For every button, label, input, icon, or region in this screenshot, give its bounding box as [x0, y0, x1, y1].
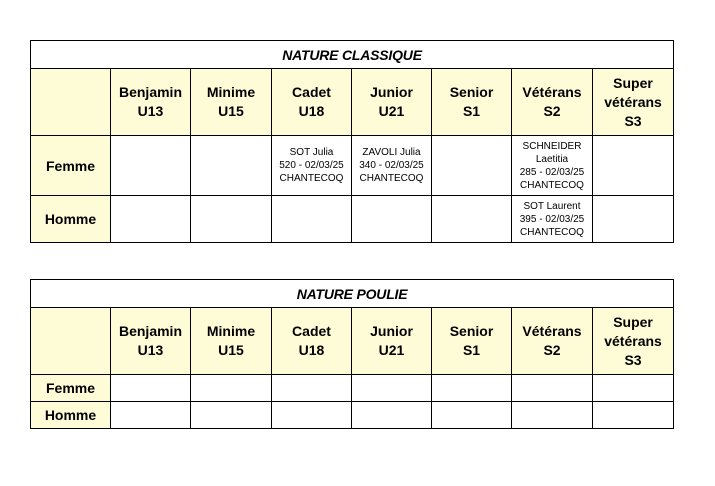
result-cell-empty [593, 136, 674, 196]
result-cell-empty [111, 136, 191, 196]
category-name-2: vétérans [604, 332, 662, 349]
category-code: S1 [462, 103, 481, 119]
result-cell-empty [432, 375, 512, 402]
category-code: U15 [218, 342, 244, 358]
athlete-name: ZAVOLI Julia [362, 147, 421, 158]
category-name: Benjamin [118, 84, 182, 100]
corner-cell [31, 308, 111, 375]
result-cell-empty [352, 402, 432, 429]
club-name: CHANTECOQ [520, 226, 584, 238]
result-cell-empty [512, 375, 593, 402]
category-code: U13 [137, 103, 164, 119]
category-name: Benjamin [118, 323, 182, 339]
table-title: NATURE POULIE [31, 280, 674, 308]
row-label-homme: Homme [31, 196, 111, 243]
category-code: S3 [624, 351, 642, 368]
category-name: Senior [449, 84, 494, 100]
category-code: U13 [137, 342, 164, 358]
row-label-femme: Femme [31, 136, 111, 196]
athlete-lastname: SCHNEIDER [522, 140, 582, 152]
category-header [593, 69, 674, 136]
score-date: 285 - 02/03/25 [519, 166, 585, 178]
result-cell [512, 196, 593, 243]
category-header [352, 69, 432, 136]
athlete-name: SOT Laurent [523, 200, 581, 212]
score-date: 520 - 02/03/25 [279, 160, 344, 171]
row-label-homme: Homme [31, 402, 111, 429]
corner-cell [31, 69, 111, 136]
category-header [191, 69, 272, 136]
category-header [512, 69, 593, 136]
athlete-firstname: Laetitia [535, 153, 569, 165]
category-header [191, 308, 272, 375]
category-name-2: vétérans [604, 93, 662, 110]
category-name: Minime [206, 323, 256, 339]
category-name: Junior [370, 323, 413, 339]
result-cell-empty [432, 136, 512, 196]
category-header [272, 308, 352, 375]
category-name: Super [613, 313, 653, 330]
row-label-femme: Femme [31, 375, 111, 402]
category-name: Minime [206, 84, 256, 100]
athlete-name: SOT Julia [289, 147, 334, 158]
result-cell-empty [512, 402, 593, 429]
result-cell-empty [272, 402, 352, 429]
result-cell-empty [432, 196, 512, 243]
result-cell [352, 136, 432, 196]
result-cell-empty [111, 402, 191, 429]
category-header [512, 308, 593, 375]
category-name: Vétérans [522, 84, 582, 100]
result-cell-empty [191, 375, 272, 402]
result-cell-empty [593, 402, 674, 429]
result-cell-empty [593, 375, 674, 402]
club-name: CHANTECOQ [359, 173, 424, 184]
category-code: U21 [378, 342, 405, 358]
category-header [272, 69, 352, 136]
club-name: CHANTECOQ [520, 179, 584, 191]
category-header [432, 69, 512, 136]
result-cell-empty [191, 402, 272, 429]
result-cell-empty [352, 196, 432, 243]
result-cell-empty [191, 196, 272, 243]
category-code: U18 [298, 342, 325, 358]
category-header [352, 308, 432, 375]
category-name: Senior [449, 323, 494, 339]
category-header [111, 308, 191, 375]
category-code: S1 [462, 342, 481, 358]
category-code: S3 [624, 112, 642, 129]
result-cell [512, 136, 593, 196]
category-name: Junior [370, 84, 413, 100]
category-header [111, 69, 191, 136]
category-code: S2 [543, 103, 561, 119]
result-cell [272, 136, 352, 196]
category-header [593, 308, 674, 375]
category-name: Cadet [292, 323, 331, 339]
result-cell-empty [111, 196, 191, 243]
result-cell-empty [272, 375, 352, 402]
result-cell-empty [111, 375, 191, 402]
result-cell-empty [432, 402, 512, 429]
category-code: U18 [298, 103, 325, 119]
category-header [432, 308, 512, 375]
table-nature-poulie [30, 279, 674, 429]
category-code: U15 [218, 103, 244, 119]
category-name: Vétérans [522, 323, 582, 339]
score-date: 395 - 02/03/25 [519, 213, 585, 225]
result-cell-empty [272, 196, 352, 243]
score-date: 340 - 02/03/25 [359, 160, 424, 171]
club-name: CHANTECOQ [279, 173, 344, 184]
table-title: NATURE CLASSIQUE [31, 41, 674, 69]
table-nature-classique [30, 40, 674, 243]
result-cell-empty [191, 136, 272, 196]
category-name: Cadet [292, 84, 331, 100]
result-cell-empty [352, 375, 432, 402]
category-name: Super [613, 74, 653, 91]
result-cell-empty [593, 196, 674, 243]
category-code: S2 [543, 342, 561, 358]
category-code: U21 [378, 103, 405, 119]
